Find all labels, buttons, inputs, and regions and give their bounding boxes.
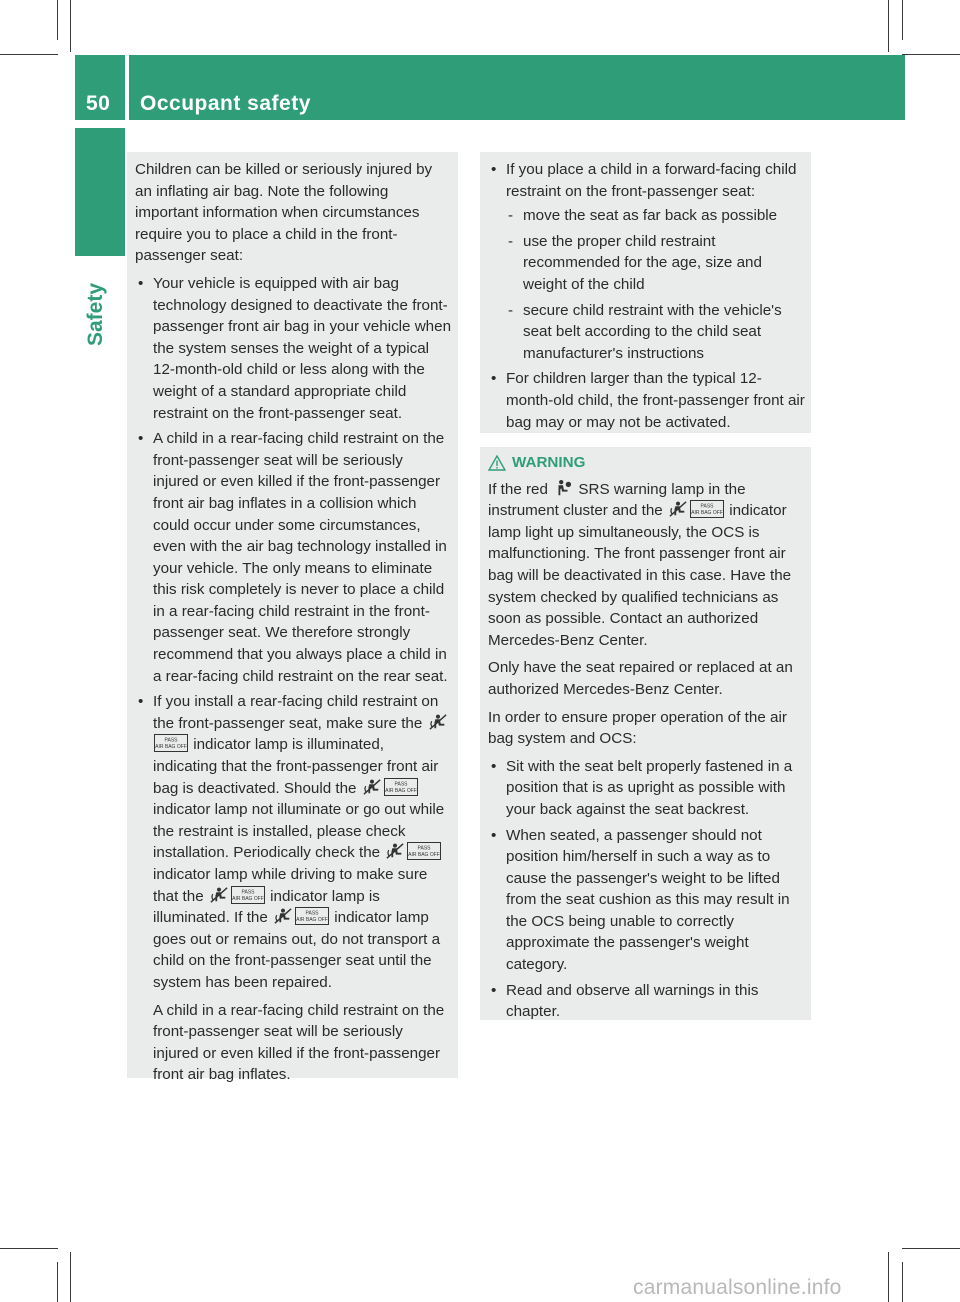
text-run: indicator lamp goes out or remains out, do not transport a child on the front-passenger seat until the system has been repaired.	[153, 909, 441, 991]
passenger-airbag-off-icon	[668, 500, 688, 518]
crop-mark	[0, 1248, 58, 1249]
page-number: 50	[86, 92, 111, 115]
list-item	[135, 691, 452, 1086]
intro-paragraph: Children can be killed or seriously injured by an inflating air bag. Note the following important information when circumstances require you to place a child in the front-passenger seat:	[135, 161, 433, 265]
warning-paragraph	[488, 479, 805, 652]
pass-air-bag-off-icon	[231, 886, 265, 904]
continuation-paragraph: A child in a rear-facing child restraint on the front-passenger seat will be seriously injured or even killed if the front-passenger front air bag inflates.	[153, 1001, 445, 1084]
text-run: indicator lamp is illuminated, indicating that the front-passenger front air bag is deactivated. Should the	[153, 736, 439, 797]
list-item: • A child in a rear-facing child restraint on the front-passenger seat will be seriously injured or even killed if the front-passenger front air bag inflates in a collision which could occur under some circumstances, even with the air bag technology installed in your vehicle. The only means to eliminate this risk completely is never to place a child in a rear-facing child restraint in the front-passenger seat. We therefore strongly recommend that you always place a child in a rear-facing child restraint on the rear seat.	[135, 428, 452, 687]
section-tab-label: Safety	[84, 282, 107, 346]
warning-heading	[488, 452, 805, 474]
icon-text: AIR BAG OFF	[408, 852, 441, 859]
crop-mark	[902, 1262, 903, 1302]
crop-mark	[902, 1248, 960, 1249]
icon-text: AIR BAG OFF	[384, 787, 417, 794]
crop-mark	[70, 1252, 71, 1302]
text-run: indicator lamp is illuminated. If the	[153, 887, 380, 927]
list-item: - use the proper child restraint recommended for the age, size and weight of the child	[506, 231, 805, 296]
icon-text: PASS	[394, 781, 408, 788]
pass-air-bag-off-icon	[384, 778, 418, 796]
watermark-link[interactable]: carmanualsonline.info	[633, 1276, 842, 1299]
pass-air-bag-off-icon	[295, 907, 329, 925]
text-run: SRS warning lamp in the instrument cluster and the	[488, 480, 746, 520]
page-title: Occupant safety	[140, 92, 311, 115]
list-item	[488, 159, 805, 364]
list-item: • When seated, a passenger should not position him/herself in such a way as to cause the passenger's weight to be lifted from the seat cushion as this may result in the OCS being unable to correctly approximate the passenger's weight category.	[488, 825, 805, 976]
text-run: indicator lamp while driving to make sure that the	[153, 866, 428, 905]
section-tab-box	[75, 128, 125, 256]
list-item: - secure child restraint with the vehicle's seat belt according to the child seat manufacturer's instructions	[506, 300, 805, 365]
bullet-list	[488, 756, 805, 1023]
crop-mark	[57, 0, 58, 40]
text-run: indicator lamp light up simultaneously, the OCS is malfunctioning. The front passenger front air bag will be deactivated in this case. Have the system checked by qualified technicians as soon as possible. Contact an authorized Mercedes-Benz Center.	[488, 502, 792, 649]
right-info-panel	[480, 152, 811, 433]
header-divider	[125, 55, 129, 120]
dash-list	[506, 205, 805, 364]
warning-paragraph: Only have the seat repaired or replaced at an authorized Mercedes-Benz Center.	[488, 659, 793, 698]
passenger-airbag-off-icon	[428, 713, 448, 731]
list-item: • For children larger than the typical 12-month-old child, the front-passenger front air bag may or may not be activated.	[488, 368, 805, 433]
icon-text: PASS	[241, 889, 255, 896]
icon-text: PASS	[417, 845, 431, 852]
pass-air-bag-off-icon	[154, 734, 188, 752]
list-item: - move the seat as far back as possible	[506, 205, 805, 227]
text-run: If the red	[488, 480, 548, 498]
text-run: If you install a rear-facing child restraint on the front-passenger seat, make sure the	[153, 693, 439, 732]
passenger-airbag-off-icon	[209, 886, 229, 904]
warning-title: WARNING	[512, 454, 586, 471]
icon-text: PASS	[700, 503, 714, 510]
list-item: • Your vehicle is equipped with air bag technology designed to deactivate the front-passenger front air bag in your vehicle when the system senses the weight of a typical 12-month-old child or less along with the weight of a standard appropriate child restraint on the front-passenger seat.	[135, 273, 452, 424]
icon-text: PASS	[164, 737, 178, 744]
list-item: • Read and observe all warnings in this chapter.	[488, 980, 805, 1023]
icon-text: AIR BAG OFF	[232, 895, 264, 902]
text-run: indicator lamp not illuminate or go out while the restraint is installed, please check installation. Periodically check the	[153, 801, 445, 862]
pass-air-bag-off-icon	[407, 842, 441, 860]
left-info-panel	[127, 152, 458, 1084]
crop-mark	[888, 1252, 889, 1302]
crop-mark	[902, 0, 903, 40]
text-run: If you place a child in a forward-facing child restraint on the front-passenger seat:	[506, 161, 797, 200]
srs-warning-icon	[553, 479, 573, 497]
crop-mark	[888, 0, 889, 52]
crop-mark	[70, 0, 71, 52]
passenger-airbag-off-icon	[362, 778, 382, 796]
crop-mark	[0, 54, 58, 55]
icon-text: AIR BAG OFF	[691, 510, 723, 517]
icon-text: AIR BAG OFF	[296, 917, 328, 924]
pass-air-bag-off-icon	[690, 500, 724, 518]
bullet-list	[488, 159, 805, 433]
crop-mark	[902, 54, 960, 55]
crop-mark	[57, 1262, 58, 1302]
warning-paragraph: In order to ensure proper operation of the air bag system and OCS:	[488, 708, 787, 748]
passenger-airbag-off-icon	[385, 842, 405, 860]
warning-triangle-icon	[488, 455, 506, 471]
passenger-airbag-off-icon	[273, 907, 293, 925]
icon-text: AIR BAG OFF	[155, 744, 187, 751]
icon-text: PASS	[305, 910, 319, 917]
warning-panel	[480, 447, 811, 1020]
bullet-list	[135, 273, 452, 1086]
list-item: • Sit with the seat belt properly fastened in a position that is as upright as possible with your back against the seat backrest.	[488, 756, 805, 821]
